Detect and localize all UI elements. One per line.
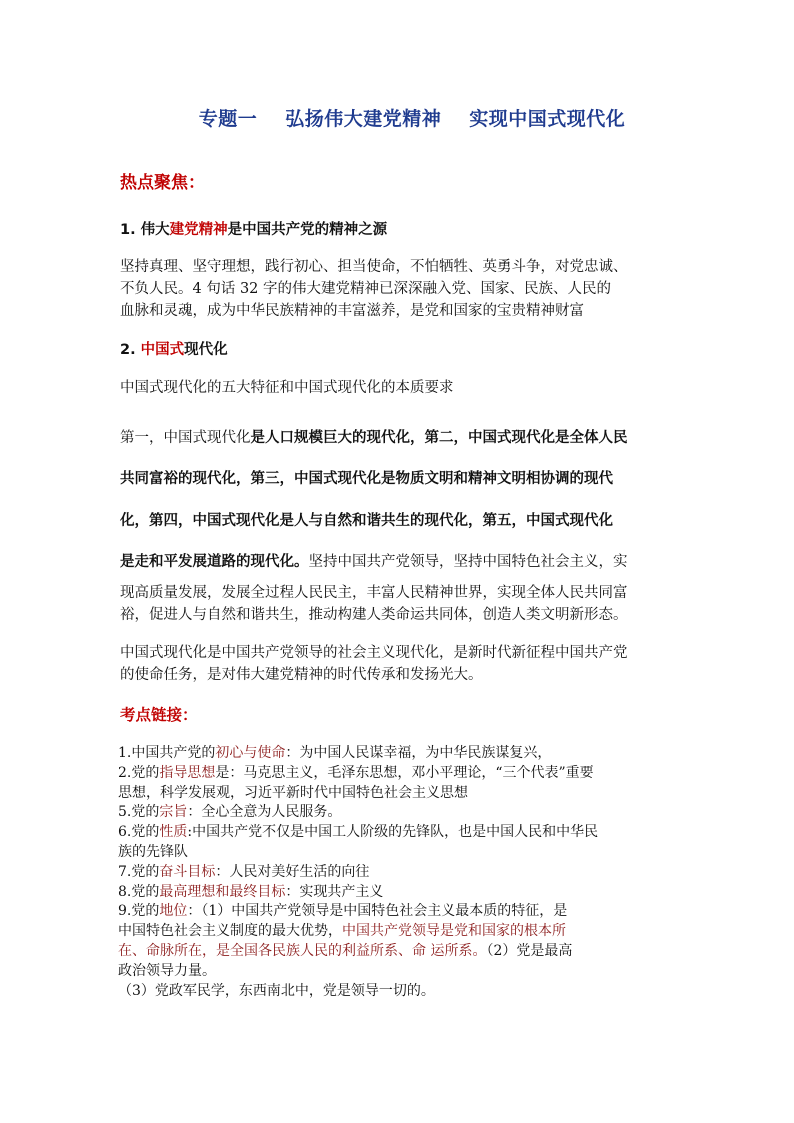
list-item: 在、命脉所在，是全国各民族人民的利益所系、命 运所系。（2）党是最高 [118, 942, 573, 959]
list-item: 1.中国共产党的初心与使命：为中国人民谋幸福，为中华民族谋复兴， [118, 745, 552, 761]
item2-subtitle: 中国式现代化的五大特征和中国式现代化的本质要求 [120, 380, 454, 396]
list-item: 5.党的宗旨：全心全意为人民服务。 [118, 804, 342, 821]
list-item: 族的先锋队 [118, 843, 188, 860]
item1-heading: 1. 伟大建党精神是中国共产党的精神之源 [120, 222, 388, 238]
page-title [0, 104, 794, 131]
list-item: 中国特色社会主义制度的最大优势，中国共产党领导是党和国家的根本所 [118, 923, 566, 940]
section-heading-hot-focus: 热点聚焦： [120, 173, 205, 193]
item1-paragraph: 坚持真理、坚守理想，践行初心、担当使命，不怕牺牲、英勇斗争，对党忠诚、 不负人民。4 句话 32 字的伟大建党精神已深深融入党、国家、民族、人民的 血脉和灵魂，成为中华民族精神的丰富滋养，是党和国家的宝贵精神财富 [120, 259, 628, 319]
item2-paragraph2-line1: 中国式现代化是中国共产党领导的社会主义现代化，是新时代新征程中国共产党 [120, 645, 628, 661]
feature-line-3: 化，第四，中国式现代化是人与自然和谐共生的现代化，第五，中国式现代化 [120, 513, 613, 529]
list-item: 思想，科学发展观，习近平新时代中国特色社会主义思想 [118, 784, 468, 801]
list-item: 政治领导力量。 [118, 962, 216, 979]
item2-heading: 2. 中国式现代化 [120, 342, 228, 358]
list-item: 8.党的最高理想和最终目标：实现共产主义 [118, 883, 384, 900]
list-item: 7.党的奋斗目标：人民对美好生活的向往 [118, 863, 370, 880]
feature-line-6: 裕，促进人与自然和谐共生，推动构建人类命运共同体，创造人类文明新形态。 [120, 607, 628, 623]
feature-line-2: 共同富裕的现代化，第三，中国式现代化是物质文明和精神文明相协调的现代 [120, 471, 613, 487]
section-heading-exam-links: 考点链接： [120, 706, 198, 724]
title-main: 弘扬伟大建党精神 [285, 108, 442, 130]
title-topic: 专题一 [198, 108, 258, 130]
exam-points-list [118, 744, 690, 1001]
list-item: （3）党政军民学，东西南北中，党是领导一切的。 [118, 982, 435, 999]
item2-paragraph2-line2: 的使命任务，是对伟大建党精神的时代传承和发扬光大。 [120, 667, 483, 683]
list-item: 6.党的性质:中国共产党不仅是中国工人阶级的先锋队，也是中国人民和中华民 [118, 824, 599, 841]
list-item: 2.党的指导思想是：马克思主义，毛泽东思想，邓小平理论，“三个代表”重要 [118, 764, 594, 781]
feature-line-1: 第一，中国式现代化是人口规模巨大的现代化，第二，中国式现代化是全体人民 [120, 430, 628, 446]
feature-line-4: 是走和平发展道路的现代化。坚持中国共产党领导，坚持中国特色社会主义，实 [120, 554, 628, 570]
title-sub: 实现中国式现代化 [469, 108, 626, 130]
list-item: 9.党的地位：（1）中国共产党领导是中国特色社会主义最本质的特征，是 [118, 903, 568, 920]
feature-line-5: 现高质量发展，发展全过程人民民主，丰富人民精神世界，实现全体人民共同富 [120, 585, 628, 601]
